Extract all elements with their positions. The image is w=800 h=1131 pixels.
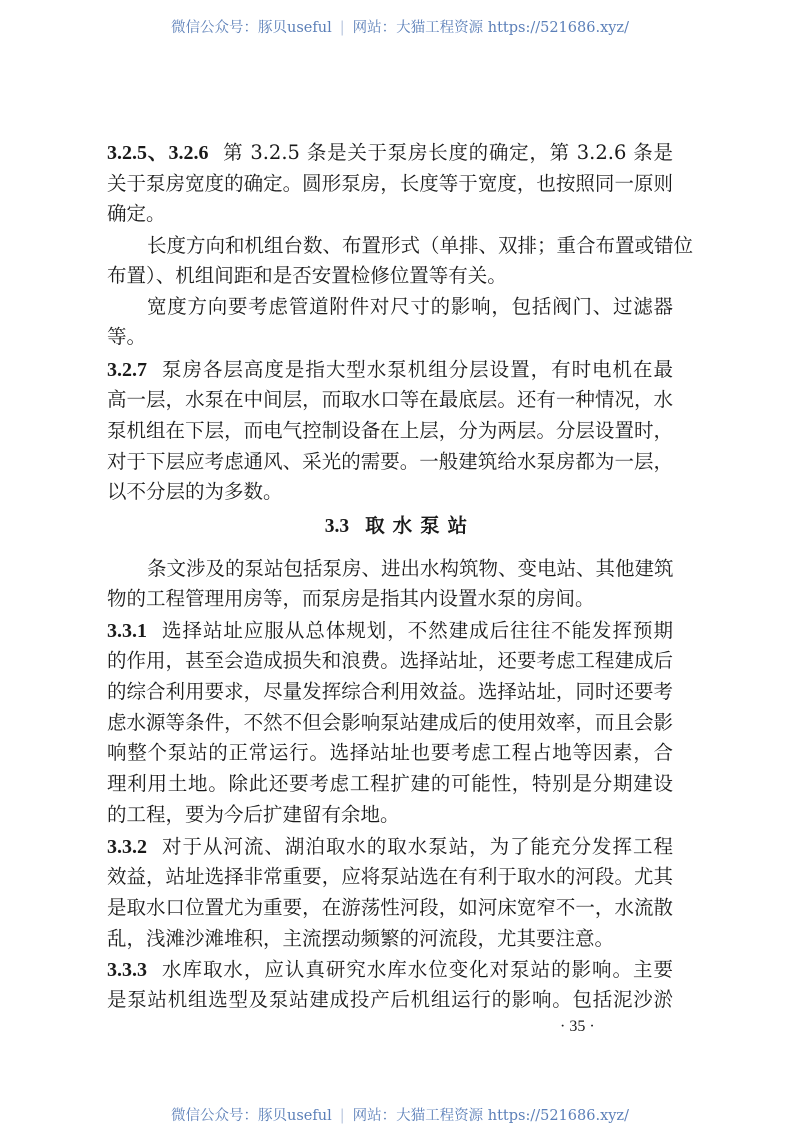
line-text: 选择站址应服从总体规划，不然建成后往往不能发挥预期 [161, 619, 673, 642]
line-text: 的作用，甚至会造成损失和浪费。选择站址，还要考虑工程建成后 [107, 649, 673, 672]
line-text: 条文涉及的泵站包括泵房、进出水构筑物、变电站、其他建筑 [147, 557, 674, 580]
line-text: 水库取水，应认真研究水库水位变化对泵站的影响。主要 [161, 958, 673, 981]
line-text: 理利用土地。除此还要考虑工程扩建的可能性，特别是分期建设 [107, 772, 673, 795]
text-line [107, 201, 673, 227]
line-text: 乱，浅滩沙滩堆积，主流摆动频繁的河流段，尤其要注意。 [107, 927, 615, 950]
text-line [107, 387, 673, 413]
text-line [107, 479, 673, 505]
line-text: 确定。 [107, 202, 166, 225]
line-text: 物的工程管理用房等，而泵房是指其内设置水泵的房间。 [107, 587, 595, 610]
text-line [107, 233, 694, 259]
text-line [107, 864, 673, 890]
line-text: 虑水源等条件，不然不但会影响泵站建成后的使用效率，而且会影 [107, 711, 673, 734]
line-text: 宽度方向要考虑管道附件对尺寸的影响，包括阀门、过滤器 [147, 295, 673, 318]
text-line [107, 618, 673, 644]
section-number: 3.3 [324, 516, 350, 537]
text-line [107, 710, 673, 736]
clause-number: 3.3.2 [107, 836, 147, 858]
text-line [107, 926, 673, 952]
page-number: · 35 · [560, 1018, 595, 1035]
line-text: 是泵站机组选型及泵站建成投产后机组运行的影响。包括泥沙淤 [107, 988, 673, 1011]
line-text: 高一层，水泵在中间层，而取水口等在最底层。还有一种情况，水 [107, 388, 673, 411]
line-text: 对于下层应考虑通风、采光的需要。一般建筑给水泵房都为一层， [107, 450, 673, 473]
line-text: 以不分层的为多数。 [107, 480, 283, 503]
line-text: 泵机组在下层，而电气控制设备在上层，分为两层。分层设置时， [107, 419, 673, 442]
line-text: 响整个泵站的正常运行。选择站址也要考虑工程占地等因素，合 [107, 741, 673, 764]
text-line [107, 648, 673, 674]
text-line [107, 171, 673, 197]
clause-number: 3.2.5、3.2.6 [107, 142, 209, 164]
clause-number: 3.2.7 [107, 359, 147, 381]
text-line [107, 834, 673, 860]
text-line [107, 987, 673, 1013]
watermark-site: 网站：大猫工程资源 https://521686.xyz/ [352, 1108, 629, 1124]
text-line [107, 294, 673, 320]
text-line [107, 263, 673, 289]
clause-number: 3.3.1 [107, 620, 147, 642]
section-title: 取水泵站 [365, 514, 476, 537]
text-line [107, 771, 673, 797]
watermark-divider: | [339, 1108, 345, 1124]
watermark-wechat: 微信公众号：豚贝useful [171, 20, 332, 36]
watermark-divider: | [339, 20, 345, 36]
text-line [107, 957, 673, 983]
text-line [107, 802, 673, 828]
watermark-footer [0, 1104, 800, 1125]
clause-number: 3.3.3 [107, 959, 147, 981]
line-text: 关于泵房宽度的确定。圆形泵房，长度等于宽度，也按照同一原则 [107, 172, 673, 195]
line-text: 的综合利用要求，尽量发挥综合利用效益。选择站址，同时还要考 [107, 680, 673, 703]
line-text: 泵房各层高度是指大型水泵机组分层设置，有时电机在最 [161, 358, 673, 381]
watermark-wechat: 微信公众号：豚贝useful [171, 1108, 332, 1124]
text-line [107, 357, 673, 383]
line-text: 的工程，要为今后扩建留有余地。 [107, 803, 400, 826]
watermark-site: 网站：大猫工程资源 https://521686.xyz/ [352, 20, 629, 36]
text-line [107, 586, 673, 612]
text-line [107, 449, 673, 475]
text-line [107, 324, 673, 350]
text-line [107, 418, 673, 444]
line-text: 第 3.2.5 条是关于泵房长度的确定，第 3.2.6 条是 [222, 141, 673, 164]
line-text: 布置）、机组间距和是否安置检修位置等有关。 [107, 264, 507, 287]
text-line [107, 679, 673, 705]
watermark-header [0, 16, 800, 37]
text-line [107, 740, 673, 766]
line-text: 对于从河流、湖泊取水的取水泵站，为了能充分发挥工程 [161, 835, 673, 858]
line-text: 效益，站址选择非常重要，应将泵站选在有利于取水的河段。尤其 [107, 865, 673, 888]
line-text: 长度方向和机组台数、布置形式（单排、双排；重合布置或错位 [147, 234, 694, 257]
line-text: 是取水口位置尤为重要，在游荡性河段，如河床宽窄不一，水流散 [107, 896, 673, 919]
text-line [107, 556, 673, 582]
section-heading [0, 510, 800, 538]
text-line [107, 140, 673, 166]
text-line [107, 895, 673, 921]
line-text: 等。 [107, 325, 147, 348]
